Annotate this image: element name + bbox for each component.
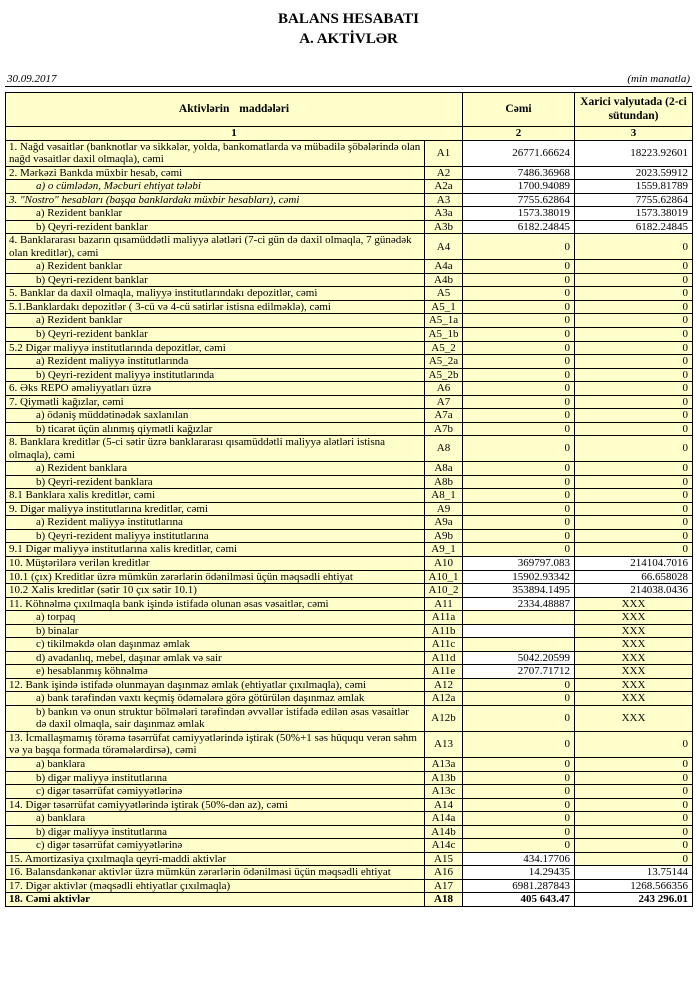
row-A9b [6, 529, 693, 543]
total-value: 0 [463, 234, 575, 260]
total-value: 1700.94089 [463, 180, 575, 194]
total-value: 0 [463, 678, 575, 692]
row-A5_1b [6, 327, 693, 341]
foreign-value: 0 [575, 516, 693, 530]
item-code: A2a [425, 180, 463, 194]
foreign-value: 214104.7016 [575, 557, 693, 571]
total-value: 0 [463, 529, 575, 543]
item-label: 4. Banklararası bazarın qısamüddətli maliyyə alətləri (7-ci gün də daxil olmaqla, 7 günədək olan kreditlər), cəmi [6, 234, 425, 260]
row-A11a [6, 611, 693, 625]
total-value: 6981.287843 [463, 879, 575, 893]
item-label: b) binalar [6, 624, 425, 638]
row-A5_1a [6, 314, 693, 328]
total-value: 15902.93342 [463, 570, 575, 584]
item-label: 8.1 Banklara xalis kreditlər, cəmi [6, 489, 425, 503]
total-value: 0 [463, 502, 575, 516]
row-A12 [6, 678, 693, 692]
total-value: 0 [463, 300, 575, 314]
row-A3a [6, 207, 693, 221]
total-value: 0 [463, 731, 575, 757]
item-label: a) banklara [6, 757, 425, 771]
item-label: 16. Balansdankənar aktivlər üzrə mümkün zərərlərin ödənilməsi üçün məqsədli ehtiyat [6, 866, 425, 880]
item-code: A5_1b [425, 327, 463, 341]
total-value: 0 [463, 462, 575, 476]
item-code: A7a [425, 409, 463, 423]
foreign-value: XXX [575, 651, 693, 665]
row-A4a [6, 260, 693, 274]
item-code: A12a [425, 692, 463, 706]
item-label: b) Qeyri-rezident banklar [6, 273, 425, 287]
item-label: b) ticarət üçün alınmış qiymətli kağızlar [6, 422, 425, 436]
total-value: 2707.71712 [463, 665, 575, 679]
item-code: A14c [425, 839, 463, 853]
item-code: A13 [425, 731, 463, 757]
item-code: A11c [425, 638, 463, 652]
item-label: c) digər təsərrüfat cəmiyyətlərinə [6, 785, 425, 799]
total-value: 6182.24845 [463, 220, 575, 234]
total-value: 0 [463, 798, 575, 812]
foreign-value: 0 [575, 327, 693, 341]
total-value: 0 [463, 260, 575, 274]
row-A13a [6, 757, 693, 771]
total-value: 353894.1495 [463, 584, 575, 598]
row-A12b [6, 705, 693, 731]
foreign-value: 0 [575, 260, 693, 274]
item-label: b) Qeyri-rezident banklara [6, 475, 425, 489]
foreign-value: 0 [575, 436, 693, 462]
col-num-1: 1 [6, 127, 463, 141]
report-title [5, 10, 692, 49]
total-value: 0 [463, 273, 575, 287]
item-code: A11b [425, 624, 463, 638]
row-A10 [6, 557, 693, 571]
item-code: A8 [425, 436, 463, 462]
item-label: 5. Banklar da daxil olmaqla, maliyyə institutlarındakı depozitlər, cəmi [6, 287, 425, 301]
foreign-value: XXX [575, 665, 693, 679]
item-label: a) Rezident banklar [6, 260, 425, 274]
col-num-2: 2 [463, 127, 575, 141]
row-A4 [6, 234, 693, 260]
row-A5_2b [6, 368, 693, 382]
row-A16 [6, 866, 693, 880]
item-code: A10_2 [425, 584, 463, 598]
item-code: A8_1 [425, 489, 463, 503]
item-label: e) hesablanmış köhnəlmə [6, 665, 425, 679]
item-code: A4b [425, 273, 463, 287]
foreign-value: 2023.59912 [575, 166, 693, 180]
item-label: a) Rezident banklar [6, 314, 425, 328]
total-value: 0 [463, 382, 575, 396]
total-value [463, 624, 575, 638]
total-value: 0 [463, 757, 575, 771]
table-header [6, 93, 693, 141]
item-label: b) digər maliyyə institutlarına [6, 771, 425, 785]
foreign-value: 0 [575, 234, 693, 260]
total-value: 0 [463, 395, 575, 409]
item-label: a) torpaq [6, 611, 425, 625]
row-A17 [6, 879, 693, 893]
item-label: d) avadanlıq, mebel, daşınar əmlak və sair [6, 651, 425, 665]
row-A12a [6, 692, 693, 706]
assets-table [5, 92, 693, 907]
item-label: a) o cümlədən, Məcburi ehtiyat tələbi [6, 180, 425, 194]
total-value: 14.29435 [463, 866, 575, 880]
foreign-value: 0 [575, 852, 693, 866]
row-A14 [6, 798, 693, 812]
item-code: A13b [425, 771, 463, 785]
item-label: c) digər təsərrüfat cəmiyyətlərinə [6, 839, 425, 853]
item-code: A8b [425, 475, 463, 489]
item-label: a) Rezident banklar [6, 207, 425, 221]
foreign-value: 0 [575, 757, 693, 771]
item-label: 15. Amortizasiya çıxılmaqla qeyri-maddi aktivlər [6, 852, 425, 866]
foreign-value: 0 [575, 314, 693, 328]
total-value [463, 638, 575, 652]
foreign-value: 0 [575, 395, 693, 409]
foreign-value: 0 [575, 731, 693, 757]
foreign-value: XXX [575, 638, 693, 652]
item-code: A4 [425, 234, 463, 260]
row-A7b [6, 422, 693, 436]
item-label: 3. "Nostro" hesabları (başqa banklardakı müxbir hesabları), cəmi [6, 193, 425, 207]
foreign-value: 214038.0436 [575, 584, 693, 598]
row-A9_1 [6, 543, 693, 557]
item-code: A9a [425, 516, 463, 530]
total-value: 0 [463, 825, 575, 839]
row-A8a [6, 462, 693, 476]
row-A3b [6, 220, 693, 234]
total-value: 7755.62864 [463, 193, 575, 207]
row-A9 [6, 502, 693, 516]
item-label: 6. Əks REPO əməliyyatları üzrə [6, 382, 425, 396]
item-code: A5_1a [425, 314, 463, 328]
foreign-value: 1268.566356 [575, 879, 693, 893]
row-A5 [6, 287, 693, 301]
item-code: A10 [425, 557, 463, 571]
item-label: a) bank tərəfindən vaxtı keçmiş ödəmələrə görə götürülən daşınmaz əmlak [6, 692, 425, 706]
row-A13c [6, 785, 693, 799]
foreign-value: 0 [575, 529, 693, 543]
item-code: A3b [425, 220, 463, 234]
item-code: A9 [425, 502, 463, 516]
item-label: 12. Bank işində istifadə olunmayan daşınmaz əmlak (ehtiyatlar çıxılmaqla), cəmi [6, 678, 425, 692]
item-label: 9. Digər maliyyə institutlarına kreditlər, cəmi [6, 502, 425, 516]
foreign-value: XXX [575, 678, 693, 692]
item-code: A8a [425, 462, 463, 476]
foreign-value: XXX [575, 692, 693, 706]
item-label: a) Rezident banklara [6, 462, 425, 476]
item-code: A3 [425, 193, 463, 207]
item-label: b) Qeyri-rezident banklar [6, 220, 425, 234]
foreign-value: 7755.62864 [575, 193, 693, 207]
item-code: A5 [425, 287, 463, 301]
item-label: b) bankın və onun struktur bölmələri tərəfindən əvvəllər istifadə edilən əsas vəsaitlər də daxil olmaqla, sair daşınmaz əmlak [6, 705, 425, 731]
foreign-value: 0 [575, 771, 693, 785]
total-value: 26771.66624 [463, 140, 575, 166]
total-value: 1573.38019 [463, 207, 575, 221]
foreign-value: 0 [575, 422, 693, 436]
item-label: 5.1.Banklardakı depozitlər ( 3-cü və 4-cü sətirlər istisna edilməklə), cəmi [6, 300, 425, 314]
item-code: A10_1 [425, 570, 463, 584]
total-value: 369797.083 [463, 557, 575, 571]
row-A11b [6, 624, 693, 638]
item-code: A11a [425, 611, 463, 625]
item-label: 9.1 Digər maliyyə institutlarına xalis kreditlər, cəmi [6, 543, 425, 557]
row-A2 [6, 166, 693, 180]
total-value: 0 [463, 516, 575, 530]
item-label: 10.2 Xalis kreditlər (sətir 10 çıx sətir 10.1) [6, 584, 425, 598]
foreign-value: 243 296.01 [575, 893, 693, 907]
row-A8 [6, 436, 693, 462]
item-label: b) digər maliyyə institutlarına [6, 825, 425, 839]
row-A13b [6, 771, 693, 785]
report-date: 30.09.2017 [7, 73, 57, 85]
row-A4b [6, 273, 693, 287]
item-code: A12b [425, 705, 463, 731]
total-value: 0 [463, 543, 575, 557]
total-value: 434.17706 [463, 852, 575, 866]
item-code: A13c [425, 785, 463, 799]
foreign-value: 18223.92601 [575, 140, 693, 166]
header-items: Aktivlərin maddələri [6, 93, 463, 127]
meta-row [5, 73, 692, 87]
item-code: A3a [425, 207, 463, 221]
foreign-value: 0 [575, 489, 693, 503]
total-value: 2334.48887 [463, 597, 575, 611]
row-A9a [6, 516, 693, 530]
foreign-value: 13.75144 [575, 866, 693, 880]
item-label: 14. Digər təsərrüfat cəmiyyətlərində iştirak (50%-dən az), cəmi [6, 798, 425, 812]
row-A8b [6, 475, 693, 489]
item-code: A5_2b [425, 368, 463, 382]
item-label: 1. Nağd vəsaitlər (banknotlar və sikkələr, yolda, bankomatlarda və mübadilə şöbələrində olan nağd vəsaitlər daxil olmaqla), cəmi [6, 140, 425, 166]
row-A14b [6, 825, 693, 839]
item-code: A11e [425, 665, 463, 679]
item-label: a) Rezident maliyyə institutlarında [6, 355, 425, 369]
item-code: A9b [425, 529, 463, 543]
row-A5_1 [6, 300, 693, 314]
foreign-value: 66.658028 [575, 570, 693, 584]
item-label: a) banklara [6, 812, 425, 826]
header-foreign: Xarici valyutada (2-ci sütundan) [575, 93, 693, 127]
row-A15 [6, 852, 693, 866]
row-A7a [6, 409, 693, 423]
item-code: A5_2a [425, 355, 463, 369]
item-label: 7. Qiymətli kağızlar, cəmi [6, 395, 425, 409]
item-code: A9_1 [425, 543, 463, 557]
item-code: A2 [425, 166, 463, 180]
item-code: A1 [425, 140, 463, 166]
item-code: A7b [425, 422, 463, 436]
foreign-value: 0 [575, 382, 693, 396]
total-value: 5042.20599 [463, 651, 575, 665]
item-label: a) Rezident maliyyə institutlarına [6, 516, 425, 530]
total-value: 0 [463, 692, 575, 706]
header-total: Cəmi [463, 93, 575, 127]
row-A14c [6, 839, 693, 853]
foreign-value: 0 [575, 798, 693, 812]
row-A2a [6, 180, 693, 194]
foreign-value: 0 [575, 475, 693, 489]
item-label: 8. Banklara kreditlər (5-ci sətir üzrə banklararası qısamüddətli maliyyə alətləri istisna olmaqla), cəmi [6, 436, 425, 462]
total-value: 0 [463, 422, 575, 436]
foreign-value: XXX [575, 624, 693, 638]
foreign-value: 0 [575, 812, 693, 826]
item-code: A14a [425, 812, 463, 826]
row-A5_2a [6, 355, 693, 369]
row-A5_2 [6, 341, 693, 355]
col-num-3: 3 [575, 127, 693, 141]
row-A7 [6, 395, 693, 409]
item-label: c) tikilməkdə olan daşınmaz əmlak [6, 638, 425, 652]
item-label: 10. Müştərilərə verilən kreditlər [6, 557, 425, 571]
unit-note: (min manatla) [627, 73, 690, 85]
item-label: 2. Mərkəzi Bankda müxbir hesab, cəmi [6, 166, 425, 180]
total-value: 0 [463, 409, 575, 423]
foreign-value: 0 [575, 409, 693, 423]
total-value: 0 [463, 368, 575, 382]
item-code: A7 [425, 395, 463, 409]
item-code: A6 [425, 382, 463, 396]
total-value: 0 [463, 436, 575, 462]
row-A14a [6, 812, 693, 826]
item-label: b) Qeyri-rezident maliyyə institutlarına [6, 529, 425, 543]
item-label: a) ödəniş müddətinədək saxlanılan [6, 409, 425, 423]
item-label: 13. İcmallaşmamış törəmə təsərrüfat cəmiyyətlərində iştirak (50%+1 səs hüququ verən səhm və ya başqa formada törəmələrdirsə), cəmi [6, 731, 425, 757]
foreign-value: 0 [575, 502, 693, 516]
row-A11d [6, 651, 693, 665]
row-A11 [6, 597, 693, 611]
item-code: A11 [425, 597, 463, 611]
item-label: 10.1 (çıx) Kreditlər üzrə mümkün zərərlərin ödənilməsi üçün məqsədli ehtiyat [6, 570, 425, 584]
total-value: 0 [463, 355, 575, 369]
foreign-value: 1559.81789 [575, 180, 693, 194]
foreign-value: 0 [575, 368, 693, 382]
total-value: 405 643.47 [463, 893, 575, 907]
total-value [463, 611, 575, 625]
row-A3 [6, 193, 693, 207]
foreign-value: 0 [575, 273, 693, 287]
row-A18 [6, 893, 693, 907]
total-value: 0 [463, 489, 575, 503]
item-code: A13a [425, 757, 463, 771]
item-code: A17 [425, 879, 463, 893]
foreign-value: 0 [575, 825, 693, 839]
foreign-value: 6182.24845 [575, 220, 693, 234]
item-label: 5.2 Digər maliyyə institutlarında depozitlər, cəmi [6, 341, 425, 355]
foreign-value: 0 [575, 543, 693, 557]
total-value: 7486.36968 [463, 166, 575, 180]
item-code: A5_1 [425, 300, 463, 314]
item-code: A16 [425, 866, 463, 880]
report-title-line2: A. AKTİVLƏR [299, 30, 398, 47]
header-row [6, 93, 693, 127]
total-value: 0 [463, 327, 575, 341]
total-value: 0 [463, 341, 575, 355]
foreign-value: 0 [575, 341, 693, 355]
row-A6 [6, 382, 693, 396]
row-A8_1 [6, 489, 693, 503]
item-code: A14b [425, 825, 463, 839]
row-A13 [6, 731, 693, 757]
item-code: A15 [425, 852, 463, 866]
row-A11e [6, 665, 693, 679]
item-code: A5_2 [425, 341, 463, 355]
total-value: 0 [463, 771, 575, 785]
item-code: A14 [425, 798, 463, 812]
foreign-value: 0 [575, 287, 693, 301]
foreign-value: 0 [575, 785, 693, 799]
table-body [6, 140, 693, 906]
foreign-value: 0 [575, 300, 693, 314]
item-label: 18. Cəmi aktivlər [6, 893, 425, 907]
total-value: 0 [463, 705, 575, 731]
row-A1 [6, 140, 693, 166]
item-code: A12 [425, 678, 463, 692]
foreign-value: 0 [575, 839, 693, 853]
foreign-value: 0 [575, 355, 693, 369]
row-A11c [6, 638, 693, 652]
report-title-line1: BALANS HESABATI [277, 11, 419, 27]
total-value: 0 [463, 287, 575, 301]
total-value: 0 [463, 475, 575, 489]
item-code: A4a [425, 260, 463, 274]
item-label: 11. Köhnəlmə çıxılmaqla bank işində istifadə olunan əsas vəsaitlər, cəmi [6, 597, 425, 611]
foreign-value: 0 [575, 462, 693, 476]
foreign-value: 1573.38019 [575, 207, 693, 221]
total-value: 0 [463, 812, 575, 826]
item-label: 17. Digər aktivlər (məqsədli ehtiyatlar çıxılmaqla) [6, 879, 425, 893]
item-code: A18 [425, 893, 463, 907]
foreign-value: XXX [575, 611, 693, 625]
item-label: b) Qeyri-rezident maliyyə institutlarında [6, 368, 425, 382]
foreign-value: XXX [575, 705, 693, 731]
row-A10_1 [6, 570, 693, 584]
column-numbers-row [6, 127, 693, 141]
row-A10_2 [6, 584, 693, 598]
item-label: b) Qeyri-rezident banklar [6, 327, 425, 341]
total-value: 0 [463, 314, 575, 328]
item-code: A11d [425, 651, 463, 665]
foreign-value: XXX [575, 597, 693, 611]
total-value: 0 [463, 785, 575, 799]
total-value: 0 [463, 839, 575, 853]
